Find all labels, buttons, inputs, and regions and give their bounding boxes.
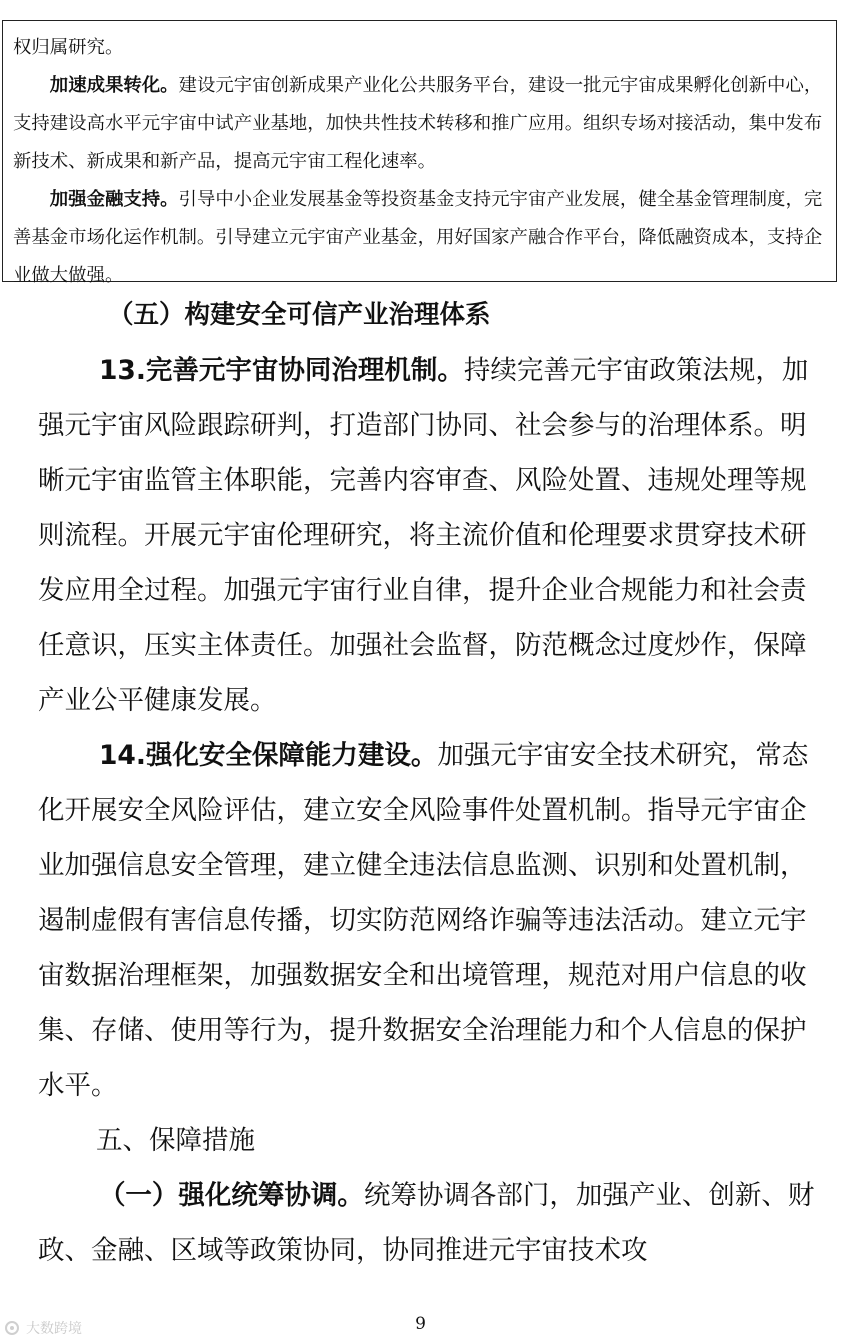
paragraph-s1-text: 统筹协调各部门，加强产业、创新、财政、金融、区域等政策协同，协同推进元宇宙技术攻 [38,1180,815,1266]
paragraph-14 [38,728,828,1113]
paragraph-s1-title: （一）强化统筹协调。 [98,1180,364,1211]
subsection-heading-5: （五）构建安全可信产业治理体系 [108,300,491,330]
box-paragraph-1 [13,67,826,181]
watermark [4,1318,82,1338]
paragraph-s1 [38,1168,828,1278]
box-paragraph-2 [13,181,826,295]
box-paragraph-2-text: 引导中小企业发展基金等投资基金支持元宇宙产业发展，健全基金管理制度，完善基金市场化运作机制。引导建立元宇宙产业基金，用好国家产融合作平台，降低融资成本，支持企业做大做强。 [13,189,823,286]
section-heading-5: 五、保障措施 [96,1125,255,1156]
box-paragraph-2-title: 加强金融支持。 [49,189,179,210]
paragraph-14-text: 加强元宇宙安全技术研究，常态化开展安全风险评估，建立安全风险事件处置机制。指导元宇宙企业加强信息安全管理，建立健全违法信息监测、识别和处置机制，遏制虚假有害信息传播，切实防范网络诈骗等违法活动。建立元宇宙数据治理框架，加强数据安全和出境管理，规范对用户信息的收集、存储、使用等行为，提升数据安全治理能力和个人信息的保护水平。 [38,740,809,1101]
paragraph-13-title: 13.完善元宇宙协同治理机制。 [98,355,464,386]
boxed-excerpt [2,20,837,286]
paragraph-13 [38,343,828,728]
box-paragraph-1-text: 建设元宇宙创新成果产业化公共服务平台，建设一批元宇宙成果孵化创新中心，支持建设高水平元宇宙中试产业基地，加快共性技术转移和推广应用。组织专场对接活动，集中发布新技术、新成果和新产品，提高元宇宙工程化速率。 [13,75,823,172]
watermark-text: 大数跨境 [26,1321,82,1337]
main-body [38,288,828,1278]
page-number: 9 [415,1314,426,1334]
watermark-logo-icon [4,1320,22,1336]
box-paragraph-1-title: 加速成果转化。 [49,75,179,96]
box-line-0: 权归属研究。 [13,37,124,58]
paragraph-13-text: 持续完善元宇宙政策法规，加强元宇宙风险跟踪研判，打造部门协同、社会参与的治理体系。明晰元宇宙监管主体职能，完善内容审查、风险处置、违规处理等规则流程。开展元宇宙伦理研究，将主流价值和伦理要求贯穿技术研发应用全过程。加强元宇宙行业自律，提升企业合规能力和社会责任意识，压实主体责任。加强社会监督，防范概念过度炒作，保障产业公平健康发展。 [38,355,809,716]
paragraph-14-title: 14.强化安全保障能力建设。 [98,740,438,771]
